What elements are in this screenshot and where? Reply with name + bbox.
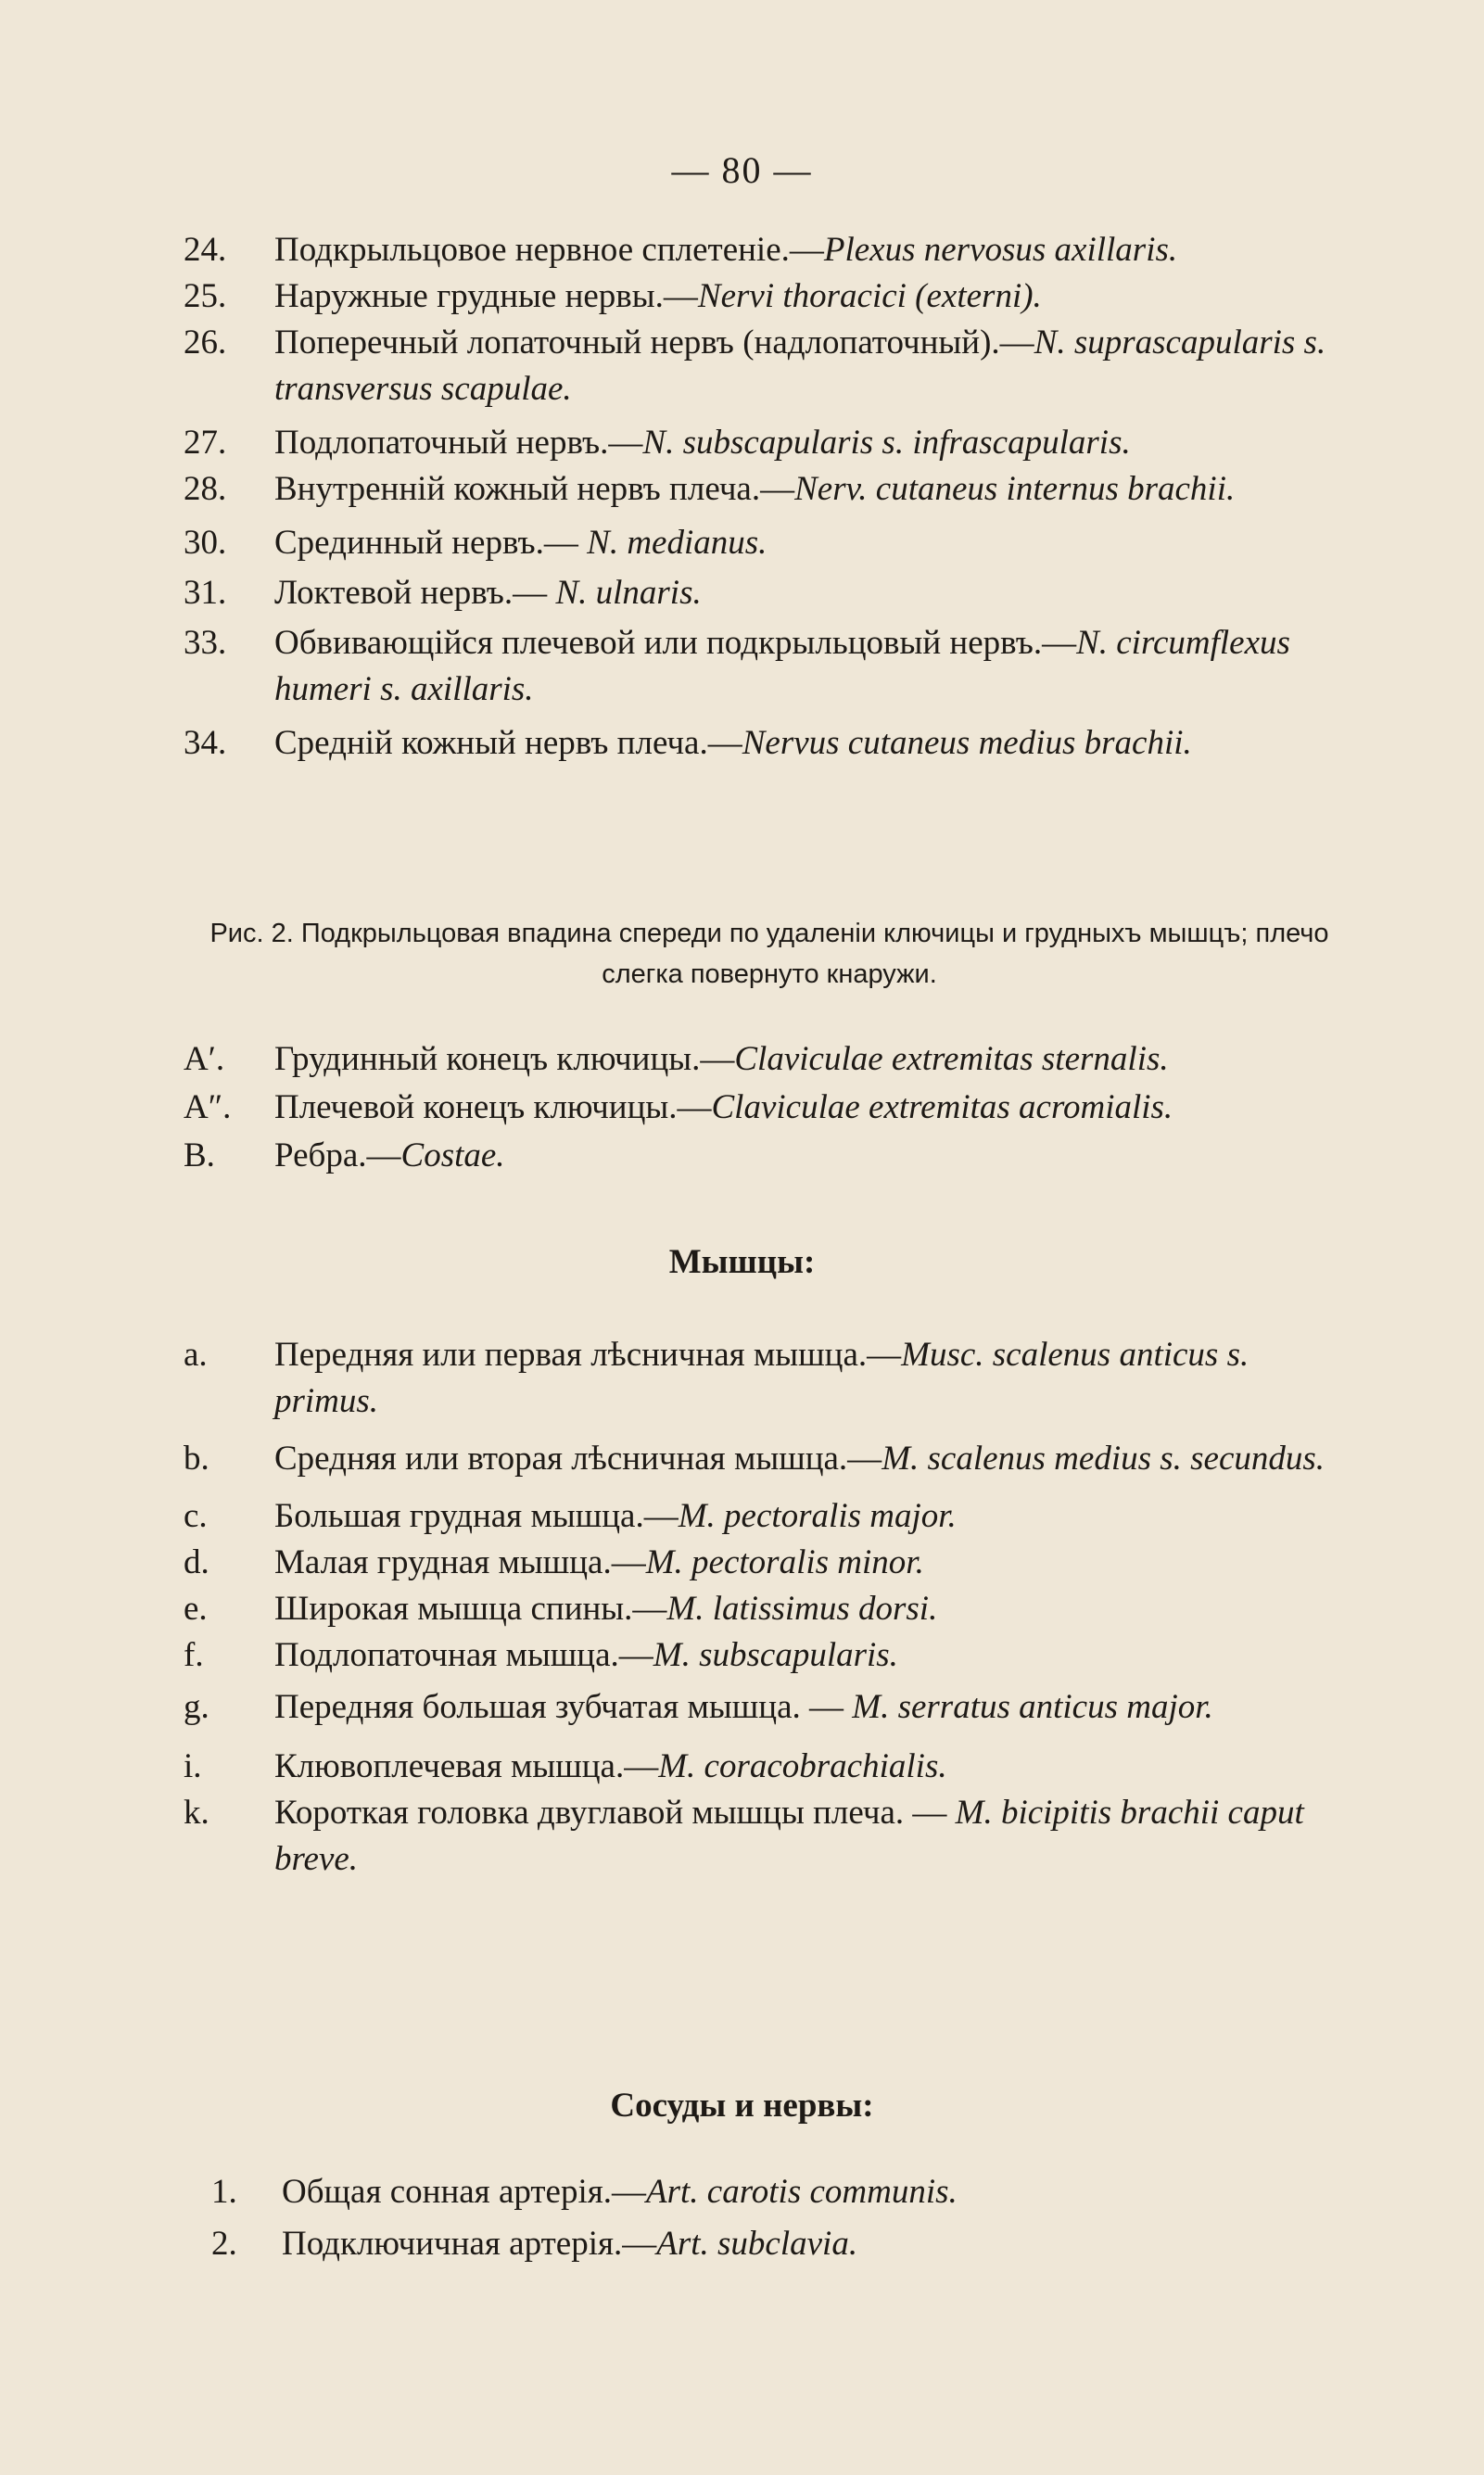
item-number: b.: [184, 1440, 209, 1478]
item-latin: M. bicipitis brachii caput breve.: [274, 1794, 1304, 1878]
item-latin: N. suprascapularis s. transversus scapulae.: [274, 324, 1326, 408]
item-russian: Широкая мышца спины.—: [274, 1590, 667, 1628]
list-item: [0, 1493, 1484, 1540]
item-latin: Nerv. cutaneus internus brachii.: [794, 470, 1236, 508]
item-latin: M. pectoralis minor.: [645, 1543, 924, 1581]
item-russian: Большая грудная мышца.—: [274, 1497, 679, 1535]
list-item: [0, 1684, 1484, 1731]
item-latin: Costae.: [400, 1136, 505, 1174]
item-number: B.: [184, 1136, 215, 1174]
item-number: i.: [184, 1747, 202, 1785]
list-item: [0, 1436, 1484, 1482]
item-russian: Поперечный лопаточный нервъ (надлопаточный).—: [274, 324, 1034, 362]
item-russian: Локтевой нервъ.—: [274, 574, 556, 612]
item-number: 1.: [211, 2173, 237, 2211]
item-russian: Подлопаточная мышца.—: [274, 1636, 653, 1674]
item-number: k.: [184, 1794, 209, 1832]
item-number: a.: [184, 1336, 208, 1374]
item-russian: Обвивающійся плечевой или подкрыльцовый нервъ.—: [274, 624, 1077, 662]
item-russian: Плечевой конецъ ключицы.—: [274, 1088, 712, 1126]
item-latin: Art. subclavia.: [656, 2225, 858, 2263]
item-number: 34.: [184, 724, 227, 762]
list-item: [0, 227, 1484, 273]
item-latin: M. scalenus medius s. secundus.: [882, 1440, 1325, 1478]
list-item: [0, 620, 1484, 713]
list-item: [0, 1085, 1484, 1131]
item-latin: M. coracobrachialis.: [658, 1747, 947, 1785]
list-item: [0, 420, 1484, 466]
item-latin: N. circumflexus humeri s. axillaris.: [274, 624, 1290, 708]
item-number: 26.: [184, 324, 227, 362]
item-russian: Передняя или первая лѣсничная мышца.—: [274, 1336, 902, 1374]
vessels-heading: Сосуды и нервы:: [610, 2087, 874, 2125]
item-number: A″.: [184, 1088, 232, 1126]
list-item: [0, 2221, 1484, 2267]
item-number: e.: [184, 1590, 208, 1628]
item-russian: Средній кожный нервъ плеча.—: [274, 724, 742, 762]
list-item: [0, 273, 1484, 320]
item-russian: Подлопаточный нервъ.—: [274, 424, 643, 462]
item-russian: Срединный нервъ.—: [274, 524, 588, 562]
item-russian: Клювоплечевая мышца.—: [274, 1747, 659, 1785]
item-number: d.: [184, 1543, 209, 1581]
bones-list: [0, 1036, 1484, 1179]
item-russian: Внутренній кожный нервъ плеча.—: [274, 470, 795, 508]
list-item: [0, 1540, 1484, 1586]
item-latin: Nervi thoracici (externi).: [697, 277, 1042, 315]
list-item: [0, 1036, 1484, 1083]
page-number: — 80 —: [671, 149, 813, 191]
list-item: [0, 2169, 1484, 2215]
item-latin: M. latissimus dorsi.: [666, 1590, 938, 1628]
item-russian: Короткая головка двуглавой мышцы плеча. —: [274, 1794, 956, 1832]
item-latin: Claviculae extremitas sternalis.: [734, 1040, 1169, 1078]
item-number: 25.: [184, 277, 227, 315]
item-latin: N. medianus.: [587, 524, 767, 562]
item-russian: Подкрыльцовое нервное сплетеніе.—: [274, 231, 824, 269]
list-item: [0, 466, 1484, 513]
item-russian: Грудинный конецъ ключицы.—: [274, 1040, 735, 1078]
item-latin: Plexus nervosus axillaris.: [823, 231, 1178, 269]
item-number: 27.: [184, 424, 227, 462]
item-number: A′.: [184, 1040, 225, 1078]
item-latin: Art. carotis communis.: [646, 2173, 958, 2211]
item-latin: M. serratus anticus major.: [852, 1688, 1213, 1726]
item-russian: Наружные грудные нервы.—: [274, 277, 698, 315]
list-item: [0, 320, 1484, 412]
item-number: 31.: [184, 574, 227, 612]
item-russian: Передняя большая зубчатая мышца. —: [274, 1688, 853, 1726]
nerves-list-part1: [0, 227, 1484, 767]
item-latin: N. ulnaris.: [555, 574, 702, 612]
item-number: f.: [184, 1636, 204, 1674]
list-item: [0, 1586, 1484, 1632]
item-latin: M. subscapularis.: [653, 1636, 898, 1674]
list-item: [0, 570, 1484, 616]
item-number: 33.: [184, 624, 227, 662]
item-number: 30.: [184, 524, 227, 562]
item-number: 2.: [211, 2225, 237, 2263]
list-item: [0, 1332, 1484, 1425]
item-latin: N. subscapularis s. infrascapularis.: [642, 424, 1131, 462]
item-number: g.: [184, 1688, 209, 1726]
item-number: c.: [184, 1497, 208, 1535]
item-number: 28.: [184, 470, 227, 508]
list-item: [0, 1744, 1484, 1790]
list-item: [0, 720, 1484, 767]
muscles-heading: Мышцы:: [668, 1243, 816, 1281]
item-number: 24.: [184, 231, 227, 269]
vessels-list: [0, 2169, 1484, 2267]
item-russian: Средняя или вторая лѣсничная мышца.—: [274, 1440, 882, 1478]
item-latin: Musc. scalenus anticus s. primus.: [274, 1336, 1249, 1420]
item-russian: Малая грудная мышца.—: [274, 1543, 646, 1581]
item-russian: Подключичная артерія.—: [282, 2225, 657, 2263]
item-latin: M. pectoralis major.: [678, 1497, 957, 1535]
item-russian: Ребра.—: [274, 1136, 401, 1174]
item-russian: Общая сонная артерія.—: [282, 2173, 647, 2211]
item-latin: Nervus cutaneus medius brachii.: [742, 724, 1192, 762]
list-item: [0, 520, 1484, 566]
list-item: [0, 1632, 1484, 1679]
muscles-list: [0, 1332, 1484, 1883]
list-item: [0, 1133, 1484, 1179]
list-item: [0, 1790, 1484, 1883]
figure-caption: Рис. 2. Подкрыльцовая впадина спереди по удаленіи ключицы и грудныхъ мышцъ; плечо слегка повернуто кнаружи.: [209, 919, 1329, 989]
item-latin: Claviculae extremitas acromialis.: [711, 1088, 1173, 1126]
